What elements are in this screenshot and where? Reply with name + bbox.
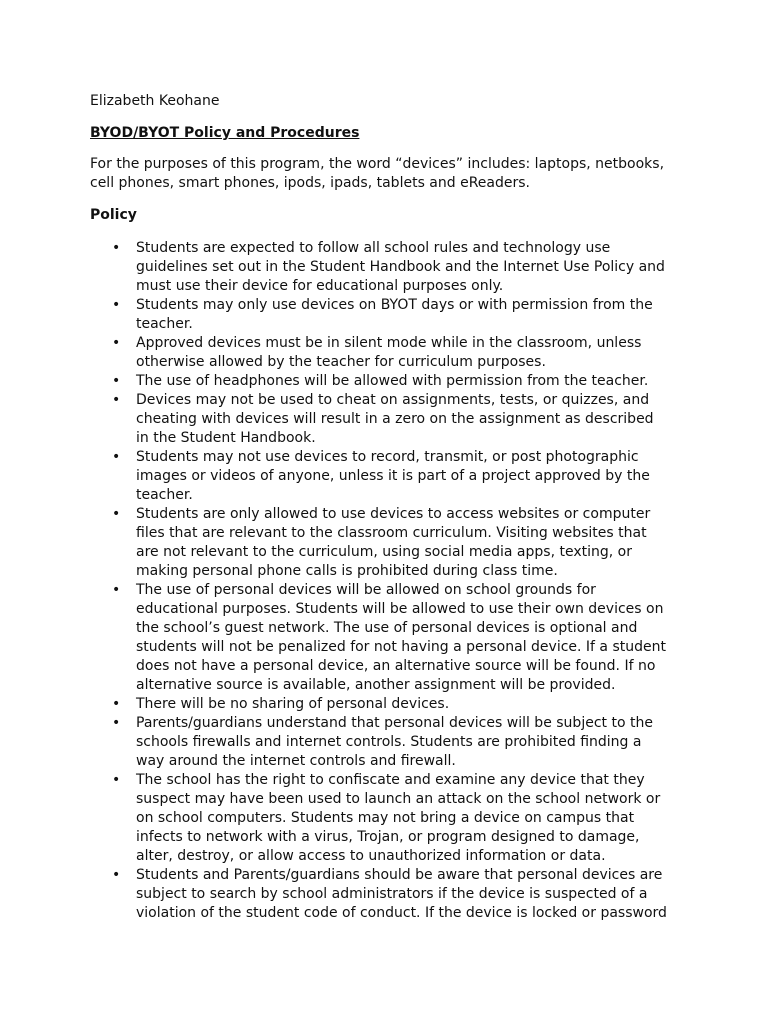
list-item [112,866,668,923]
list-item-text: Parents/guardians understand that personal devices will be subject to the schools firewalls and internet controls. Students are prohibited finding a way around the internet controls and firewall. [136,715,653,769]
bullet-icon: • [112,582,121,598]
list-item-text: Students may only use devices on BYOT days or with permission from the teacher. [136,297,653,332]
list-item [112,239,668,296]
list-item-text: The school has the right to confiscate and examine any device that they suspect may have been used to launch an attack on the school network or on school computers. Students may not bring a device on campus that infects to network with a virus, Trojan, or program designed to damage, alter, destroy, or allow access to unauthorized information or data. [136,772,661,864]
list-item-text: The use of personal devices will be allowed on school grounds for educational purposes. Students will be allowed to use their own devices on the school’s guest network. The use of personal devices is optional and students will not be penalized for not having a personal device. If a student does not have a personal device, an alternative source will be found. If no alternative source is available, another assignment will be provided. [136,582,666,693]
bullet-icon: • [112,867,121,883]
list-item-text: There will be no sharing of personal devices. [136,696,450,712]
list-item [112,695,668,714]
list-item-text: The use of headphones will be allowed with permission from the teacher. [136,373,649,389]
policy-heading: Policy [90,207,137,223]
list-item [112,448,668,505]
list-item-text: Students may not use devices to record, transmit, or post photographic images or videos of anyone, unless it is part of a project approved by the teacher. [136,449,650,503]
list-item [112,296,668,334]
intro-paragraph: For the purposes of this program, the word “devices” includes: laptops, netbooks, cell phones, smart phones, ipods, ipads, tablets and eReaders. [90,156,665,191]
bullet-icon: • [112,240,121,256]
bullet-icon: • [112,449,121,465]
list-item-text: Devices may not be used to cheat on assignments, tests, or quizzes, and cheating with devices will result in a zero on the assignment as described in the Student Handbook. [136,392,654,446]
list-item [112,391,668,448]
bullet-icon: • [112,392,121,408]
bullet-icon: • [112,715,121,731]
list-item-text: Students are expected to follow all school rules and technology use guidelines set out in the Student Handbook and the Internet Use Policy and must use their device for educational purposes only. [136,240,665,294]
list-item [112,581,668,695]
bullet-icon: • [112,373,121,389]
list-item [112,505,668,581]
bullet-icon: • [112,297,121,313]
list-item-text: Students are only allowed to use devices to access websites or computer files that are relevant to the classroom curriculum. Visiting websites that are not relevant to the curriculum, using social media apps, texting, or making personal phone calls is prohibited during class time. [136,506,651,579]
document-title: BYOD/BYOT Policy and Procedures [90,125,360,141]
policy-list [112,239,668,923]
list-item [112,714,668,771]
bullet-icon: • [112,772,121,788]
list-item [112,334,668,372]
list-item [112,372,668,391]
author-name: Elizabeth Keohane [90,93,220,109]
bullet-icon: • [112,335,121,351]
list-item-text: Students and Parents/guardians should be aware that personal devices are subject to search by school administrators if the device is suspected of a violation of the student code of conduct. If the device is locked or password [136,867,667,921]
bullet-icon: • [112,506,121,522]
list-item-text: Approved devices must be in silent mode while in the classroom, unless otherwise allowed by the teacher for curriculum purposes. [136,335,642,370]
list-item [112,771,668,866]
bullet-icon: • [112,696,121,712]
